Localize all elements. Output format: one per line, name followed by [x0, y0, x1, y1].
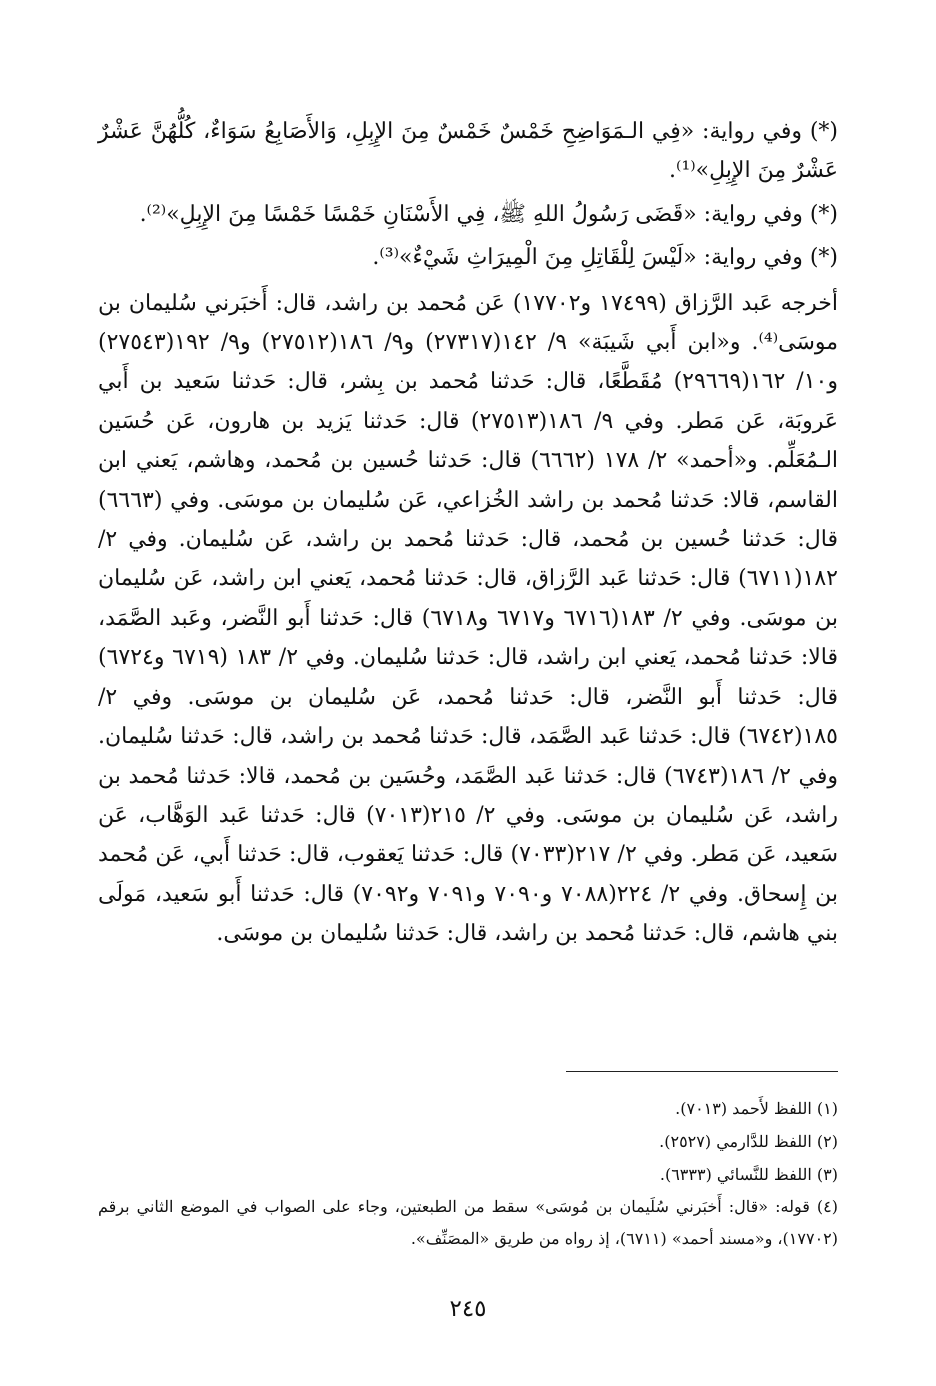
footnotes: [98, 1092, 838, 1255]
main-text: [98, 112, 838, 954]
footnote-4: (٤) قوله: «قال: أَخبَرني سُلَيمان بن مُوسَى» سقط من الطبعتين، وجاء على الصواب في الموضع الثاني برقم (١٧٧٠٢)، و«مسند أحمد» (٦٧١١)، إذ رواه من طريق «المصَنِّف».: [98, 1197, 838, 1248]
footnote-separator: [566, 1071, 838, 1072]
page-number: ٢٤٥: [449, 1296, 487, 1322]
hadith-variant-2: (*) وفي رواية: «قَضَى رَسُولُ اللهِ ﷺ، فِي الأَسْنَانِ خَمْسًا خَمْسًا مِنَ الإِبِلِ»⁽²⁾.: [139, 201, 838, 227]
hadith-variant-3: (*) وفي رواية: «لَيْسَ لِلْقَاتِلِ مِنَ الْمِيرَاثِ شَيْءٌ»⁽³⁾.: [372, 245, 838, 271]
footnote-3: (٣) اللفظ للنَّسائي (٦٣٣٣).: [659, 1165, 838, 1184]
hadith-variant-1: (*) وفي رواية: «فِي الـمَوَاضِحِ خَمْسٌ خَمْسٌ مِنَ الإِبِلِ، وَالأَصَابِعُ سَوَاءٌ، كُلُّهُنَّ عَشْرٌ عَشْرٌ مِنَ الإِبِلِ»⁽¹⁾.: [98, 119, 838, 184]
footnote-1: (١) اللفظ لأَحمد (٧٠١٣).: [675, 1099, 838, 1118]
takhrij-paragraph: أخرجه عَبد الرَّزاق (١٧٤٩٩ و١٧٧٠٢) عَن مُحمد بن راشد، قال: أَخبَرني سُليمان بن موسَى⁽⁴⁾. و«ابن أَبي شَيبَة» ٩/ ١٤٢(٢٧٣١٧) و٩/ ١٨٦(٢٧٥١٢) و٩/ ١٩٢(٢٧٥٤٣) و١٠/ ١٦٢(٢٩٦٦٩) مُقَطَّعًا، قال: حَدثنا مُحمد بن بِشر، قال: حَدثنا سَعيد بن أَبي عَروبَة، عَن مَطر. وفي ٩/ ١٨٦(٢٧٥١٣) قال: حَدثنا يَزيد بن هارون، عَن حُسَين الـمُعَلِّم. و«أحمد» ٢/ ١٧٨ (٦٦٦٢) قال: حَدثنا حُسين بن مُحمد، وهاشم، يَعني ابن القاسم، قالا: حَدثنا مُحمد بن راشد الخُزاعي، عَن سُليمان بن موسَى. وفي (٦٦٦٣) قال: حَدثنا حُسين بن مُحمد، قال: حَدثنا مُحمد بن راشد، عَن سُليمان. وفي ٢/ ١٨٢(٦٧١١) قال: حَدثنا عَبد الرَّزاق، قال: حَدثنا مُحمد، يَعني ابن راشد، عَن سُليمان بن موسَى. وفي ٢/ ١٨٣(٦٧١٦ و٦٧١٧ و٦٧١٨) قال: حَدثنا أَبو النَّضر، وعَبد الصَّمَد، قالا: حَدثنا مُحمد، يَعني ابن راشد، قال: حَدثنا سُليمان. وفي ٢/ ١٨٣ (٦٧١٩ و٦٧٢٤) قال: حَدثنا أَبو النَّضر، قال: حَدثنا مُحمد، عَن سُليمان بن موسَى. وفي ٢/ ١٨٥(٦٧٤٢) قال: حَدثنا عَبد الصَّمَد، قال: حَدثنا مُحمد بن راشد، قال: حَدثنا سُليمان. وفي ٢/ ١٨٦(٦٧٤٣) قال: حَدثنا عَبد الصَّمَد، وحُسَين بن مُحمد، قالا: حَدثنا مُحمد بن راشد، عَن سُليمان بن موسَى. وفي ٢/ ٢١٥(٧٠١٣) قال: حَدثنا عَبد الوَهَّاب، عَن سَعيد، عَن مَطر. وفي ٢/ ٢١٧(٧٠٣٣) قال: حَدثنا يَعقوب، قال: حَدثنا أَبي، عَن مُحمد بن إِسحاق. وفي ٢/ ٢٢٤(٧٠٨٨ و٧٠٩٠ و٧٠٩١ و٧٠٩٢) قال: حَدثنا أَبو سَعيد، مَولَى بني هاشم، قال: حَدثنا مُحمد بن راشد، قال: حَدثنا سُليمان بن موسَى.: [98, 290, 839, 947]
footnote-2: (٢) اللفظ للدَّارمي (٢٥٢٧).: [659, 1132, 838, 1151]
